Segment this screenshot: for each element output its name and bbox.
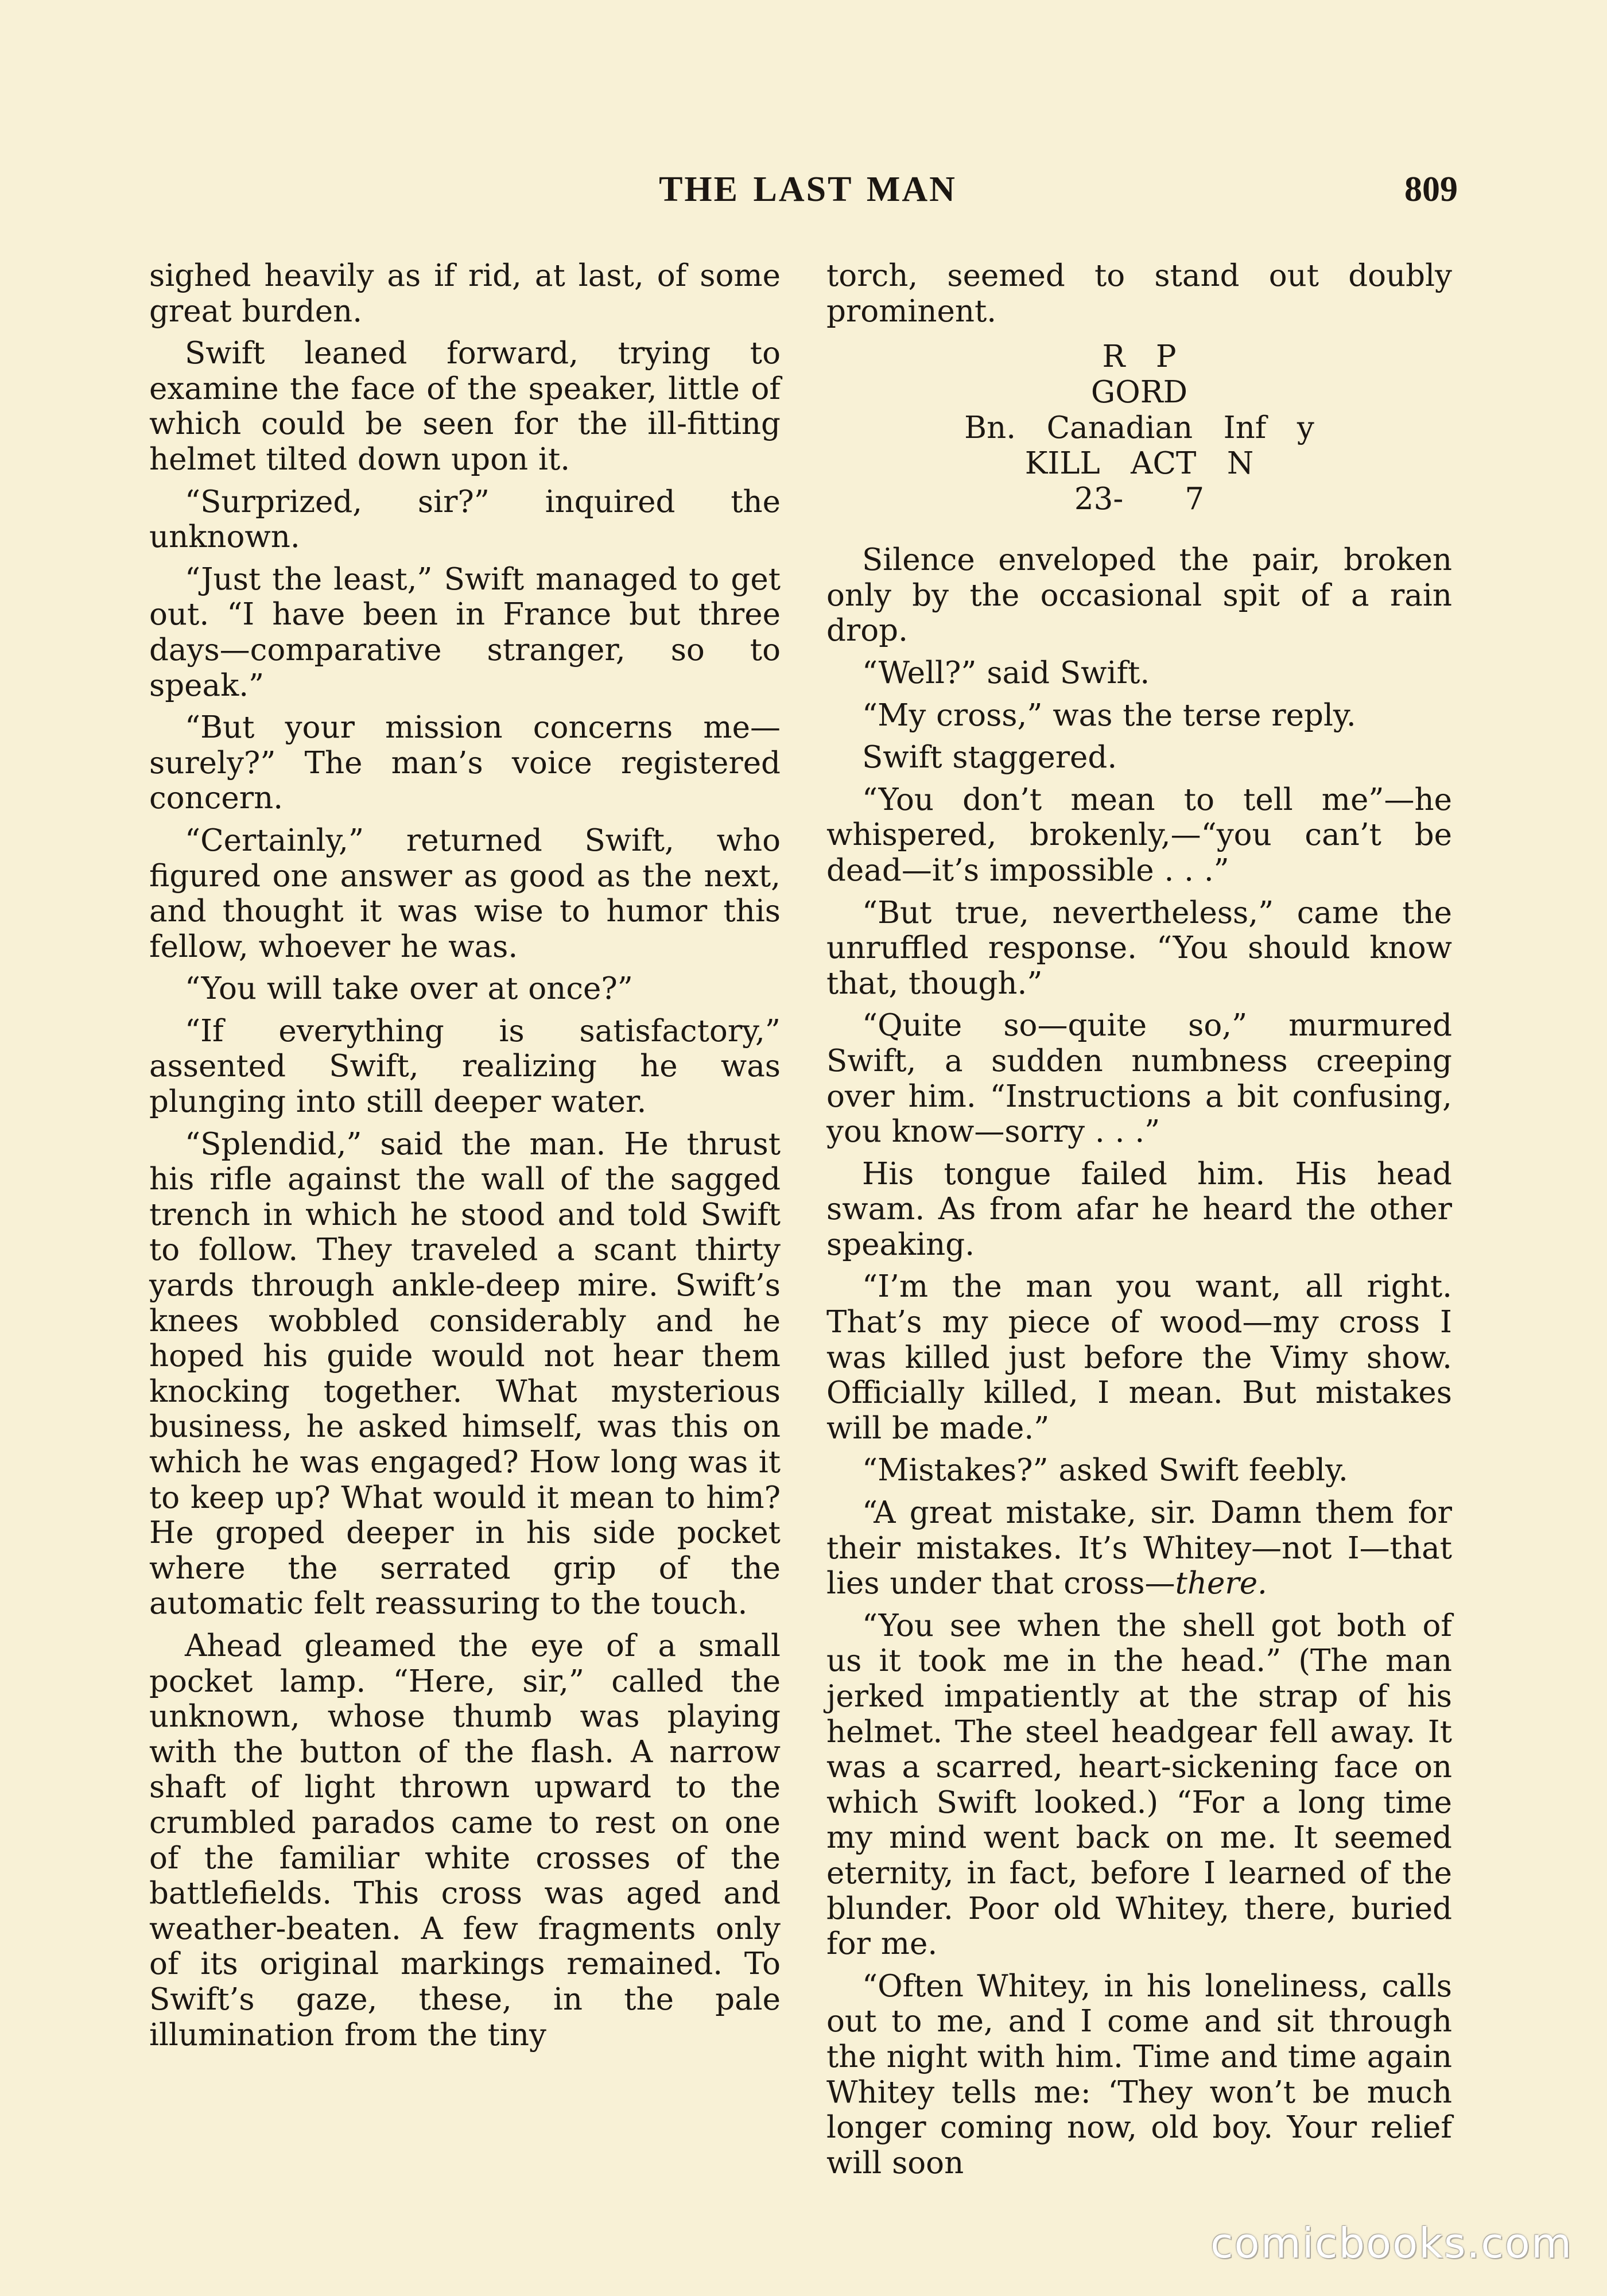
cross-inscription (826, 339, 1452, 517)
right-column (826, 258, 1452, 2188)
paragraph-text: “A great mistake, sir. Damn them for their mistakes. It’s Whitey—not I—that lies under that cross— (826, 1495, 1452, 1601)
paragraph: “Certainly,” returned Swift, who figured one answer as good as the next, and thought it was wise to humor this fellow, whoever he was. (149, 823, 781, 964)
paragraph: “Splendid,” said the man. He thrust his rifle against the wall of the sagged trench in which he stood and told Swift to follow. They traveled a scant thirty yards through ankle-deep mire. Swift’s knees wobbled considerably and he hoped his guide would not hear them knocking together. What mysterious business, he asked himself, was this on which he was engaged? How long was it to keep up? What would it mean to him? He groped deeper in his side pocket where the serrated grip of the automatic felt reassuring to the touch. (149, 1126, 781, 1622)
paragraph: “You see when the shell got both of us it took me in the head.” (The man jerked impatiently at the strap of his helmet. The steel headgear fell away. It was a scarred, heart-sickening face on which Swift looked.) “For a long time my mind went back on me. It seemed eternity, in fact, before I learned of the blunder. Poor old Whitey, there, buried for me. (826, 1608, 1452, 1962)
paragraph: “You don’t mean to tell me”—he whispered, brokenly,—“you can’t be dead—it’s impossible . . .” (826, 782, 1452, 888)
paragraph: torch, seemed to stand out doubly prominent. (826, 258, 1452, 329)
watermark: comicbooks.com (1210, 2219, 1573, 2267)
inscription-line: 23- 7 (1074, 482, 1205, 517)
paragraph: His tongue failed him. His head swam. As from afar he heard the other speaking. (826, 1156, 1452, 1262)
paragraph: Silence enveloped the pair, broken only by the occasional spit of a rain drop. (826, 542, 1452, 649)
paragraph: “Well?” said Swift. (862, 655, 1150, 691)
paragraph: sighed heavily as if rid, at last, of some great burden. (149, 258, 781, 329)
paragraph: Swift staggered. (862, 740, 1117, 775)
page-number: 809 (1404, 170, 1458, 209)
paragraph: “Quite so—quite so,” murmured Swift, a sudden numbness creeping over him. “Instructions a bit confusing, you know—sorry . . .” (826, 1008, 1452, 1150)
emphasis-word: there. (1175, 1566, 1267, 1601)
paragraph: “Surprized, sir?” inquired the unknown. (149, 484, 781, 555)
page-header (158, 169, 1458, 221)
paragraph: “Often Whitey, in his loneliness, calls out to me, and I come and sit through the night with him. Time and time again Whitey tells me: ‘They won’t be much longer coming now, old boy. Your relief will soon (826, 1968, 1452, 2181)
running-title: THE LAST MAN (659, 170, 957, 209)
inscription-line: Bn. Canadian Inf y (964, 410, 1314, 446)
inscription-line: GORD (1090, 375, 1188, 410)
paragraph (826, 1495, 1452, 1601)
paragraph: “I’m the man you want, all right. That’s my piece of wood—my cross I was killed just before the Vimy show. Officially killed, I mean. But mistakes will be made.” (826, 1269, 1452, 1446)
left-column (149, 258, 781, 2060)
paragraph: Ahead gleamed the eye of a small pocket lamp. “Here, sir,” called the unknown, whose thumb was playing with the button of the flash. A narrow shaft of light thrown upward to the crumbled parados came to rest on one of the familiar white crosses of the battlefields. This cross was aged and weather-beaten. A few fragments only of its original markings remained. To Swift’s gaze, these, in the pale illumination from the tiny (149, 1628, 781, 2053)
paragraph: “But true, nevertheless,” came the unruffled response. “You should know that, though.” (826, 895, 1452, 1001)
inscription-line: KILL ACT N (1024, 446, 1254, 482)
paragraph: “My cross,” was the terse reply. (862, 697, 1356, 733)
inscription-line: R P (1102, 339, 1177, 375)
paragraph: “But your mission concerns me—surely?” The man’s voice registered concern. (149, 710, 781, 816)
paragraph: “Just the least,” Swift managed to get out. “I have been in France but three days—comparative stranger, so to speak.” (149, 561, 781, 703)
paragraph: “You will take over at once?” (185, 971, 633, 1007)
paragraph: Swift leaned forward, trying to examine the face of the speaker, little of which could be seen for the ill-fitting helmet tilted down upon it. (149, 336, 781, 477)
paragraph: “If everything is satisfactory,” assented Swift, realizing he was plunging into still deeper water. (149, 1013, 781, 1120)
paragraph: “Mistakes?” asked Swift feebly. (862, 1453, 1348, 1488)
